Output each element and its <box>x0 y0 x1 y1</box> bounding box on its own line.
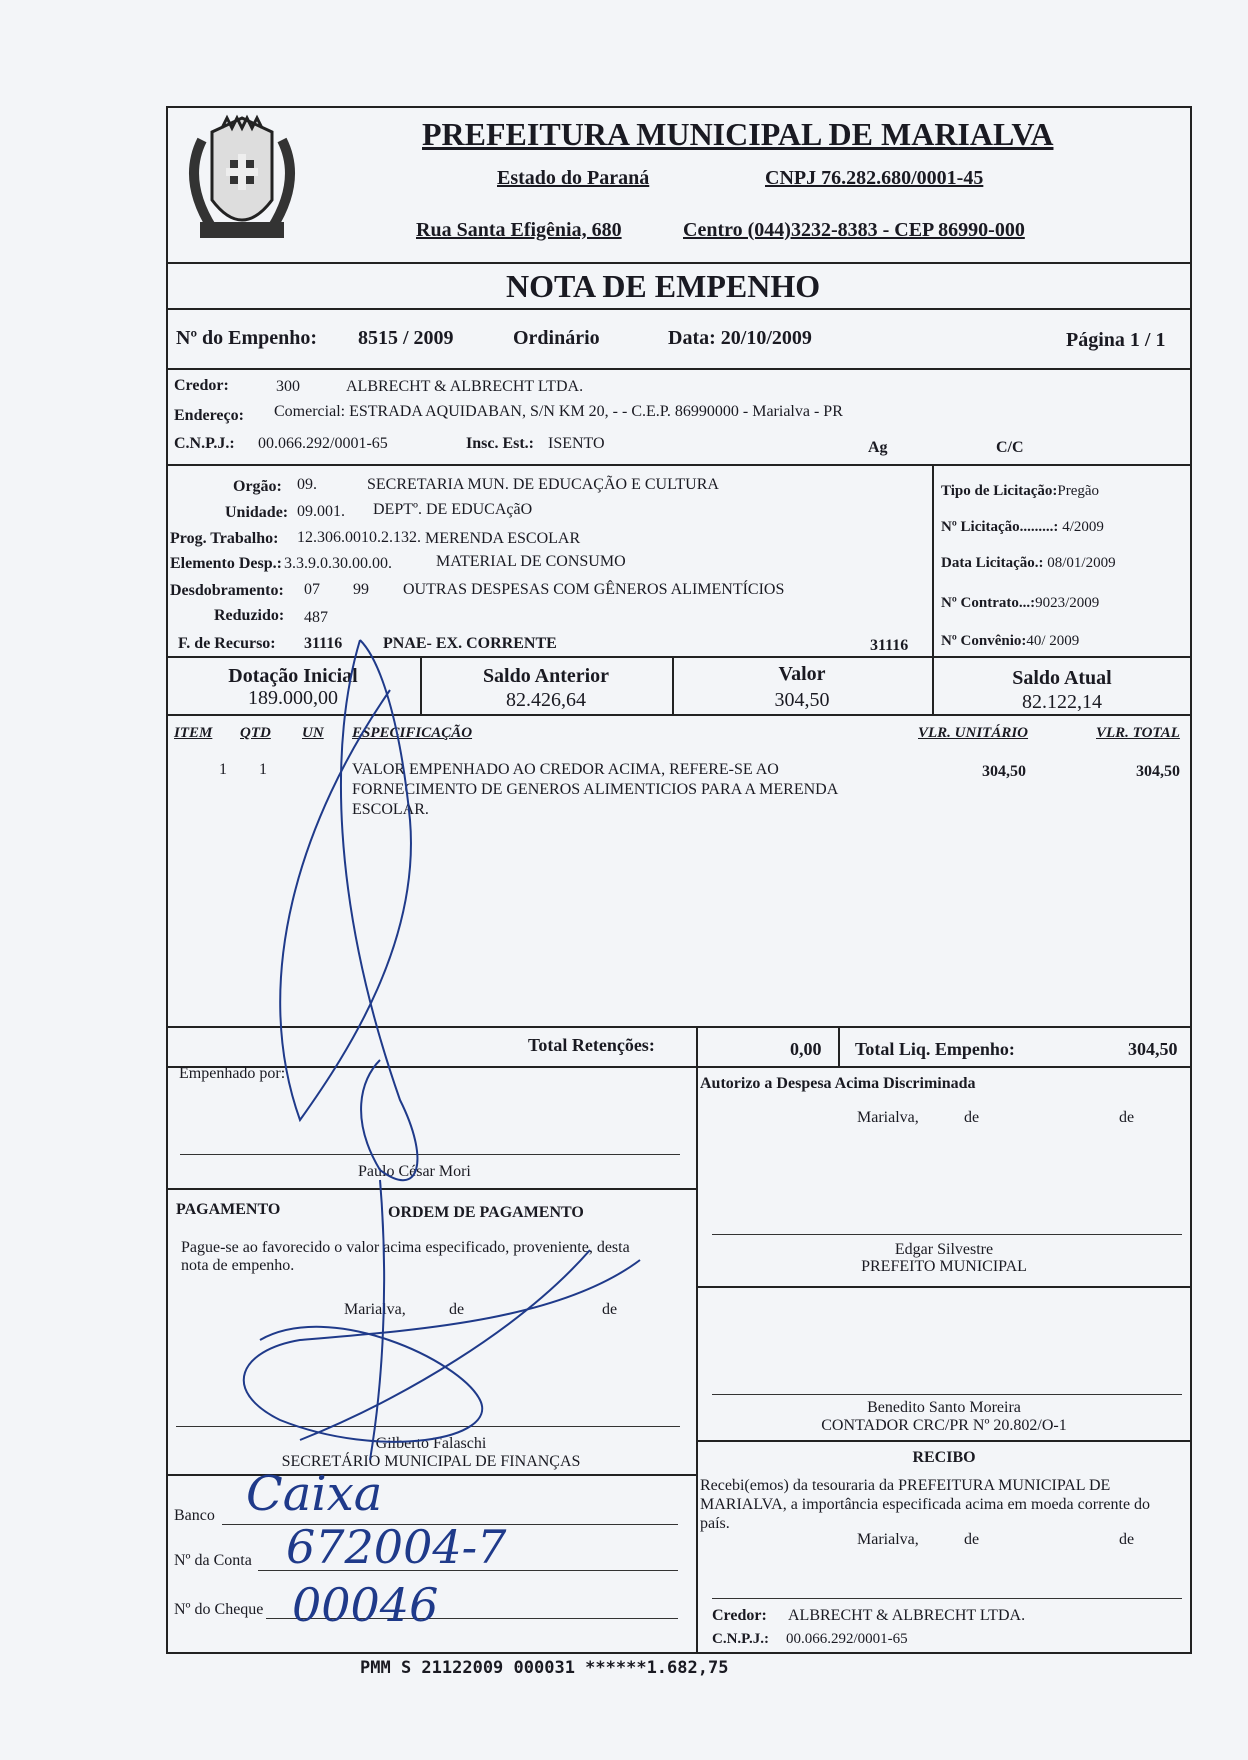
recibo-cnpj-label: C.N.P.J.: <box>712 1631 769 1647</box>
signature-line <box>712 1394 1182 1395</box>
secretario-name: Gilberto Falaschi <box>375 1435 487 1452</box>
reduzido-label: Reduzido: <box>214 607 285 624</box>
row-spec-line-1: VALOR EMPENHADO AO CREDOR ACIMA, REFERE-SE AO <box>352 761 779 778</box>
row-spec-line-2: FORNECIMENTO DE GENEROS ALIMENTICIOS PARA A MERENDA <box>352 781 839 798</box>
credor-cnpj: 00.066.292/0001-65 <box>258 435 388 452</box>
desd-b: 99 <box>353 581 369 598</box>
col-especificacao: ESPECIFICAÇÃO <box>352 725 473 741</box>
autorizo-de-2: de <box>1119 1109 1135 1126</box>
recibo-de-1: de <box>964 1531 980 1548</box>
coat-of-arms-icon <box>172 110 312 258</box>
divider <box>838 1026 840 1066</box>
divider <box>166 368 1192 370</box>
liquido-value: 304,50 <box>1128 1039 1178 1059</box>
payment-stamp: PMM S 21122009 000031 ******1.682,75 <box>360 1658 729 1678</box>
address-label: Endereço: <box>174 407 244 424</box>
cheque-label: Nº do Cheque <box>174 1601 264 1618</box>
empenhado-label: Empenhado por: <box>179 1065 286 1082</box>
recibo-place: Marialva, <box>857 1531 919 1548</box>
divider <box>696 1440 1192 1442</box>
municipality-title: PREFEITURA MUNICIPAL DE MARIALVA <box>422 116 1054 152</box>
contact-info: Centro (044)3232-8383 - CEP 86990-000 <box>683 219 1025 241</box>
row-spec-line-3: ESCOLAR. <box>352 801 429 818</box>
row-item: 1 <box>219 761 227 778</box>
insc-value: ISENTO <box>548 435 605 452</box>
valor-label: Valor <box>778 663 826 685</box>
recibo-credor-label: Credor: <box>712 1607 767 1624</box>
valor-value: 304,50 <box>774 689 830 711</box>
autorizo-place: Marialva, <box>857 1109 919 1126</box>
licitacao-number: Nº Licitação.........: 4/2009 <box>941 519 1104 535</box>
autorizo-text: Autorizo a Despesa Acima Discriminada <box>700 1075 976 1092</box>
cheque-handwritten: 00046 <box>292 1578 439 1632</box>
empenho-number-label: Nº do Empenho: <box>176 327 318 349</box>
conta-handwritten: 672004-7 <box>286 1520 507 1574</box>
banco-label: Banco <box>174 1507 215 1524</box>
ordem-pagamento-label: ORDEM DE PAGAMENTO <box>388 1204 584 1221</box>
credor-code: 300 <box>276 378 300 395</box>
divider <box>166 714 1192 716</box>
saldo-anterior-value: 82.426,64 <box>506 689 586 711</box>
reduzido-value: 487 <box>304 609 328 626</box>
recibo-line-3: país. <box>700 1515 730 1532</box>
row-qtd: 1 <box>259 761 267 778</box>
divider <box>932 464 934 656</box>
recibo-de-2: de <box>1119 1531 1135 1548</box>
street-address: Rua Santa Efigênia, 680 <box>416 219 622 241</box>
doc-title: NOTA DE EMPENHO <box>506 268 821 304</box>
divider <box>166 1026 1192 1028</box>
elem-code: 3.3.9.0.30.00.00. <box>284 555 392 572</box>
divider <box>696 1286 1192 1288</box>
empenhado-name: Paulo César Mori <box>358 1163 471 1180</box>
agency-label: Ag <box>868 439 888 456</box>
signature-line <box>712 1598 1182 1599</box>
cnpj-header: CNPJ 76.282.680/0001-45 <box>765 167 984 189</box>
orgao-name: SECRETARIA MUN. DE EDUCAÇÃO E CULTURA <box>367 476 719 493</box>
recurso-name: PNAE- EX. CORRENTE <box>383 635 557 652</box>
retencoes-label: Total Retenções: <box>528 1035 655 1055</box>
unidade-label: Unidade: <box>225 504 289 521</box>
credor-label: Credor: <box>174 377 229 394</box>
prog-name: MERENDA ESCOLAR <box>425 530 581 547</box>
recibo-line-1: Recebi(emos) da tesouraria da PREFEITURA MUNICIPAL DE <box>700 1477 1111 1494</box>
prefeito-name: Edgar Silvestre <box>894 1241 994 1258</box>
prog-code: 12.306.0010.2.132. <box>297 529 421 546</box>
divider <box>166 656 1192 658</box>
liquido-label: Total Liq. Empenho: <box>855 1039 1015 1059</box>
signature-line <box>180 1154 680 1155</box>
contador-title: CONTADOR CRC/PR Nº 20.802/O-1 <box>821 1417 1067 1434</box>
banco-handwritten: Caixa <box>246 1466 383 1522</box>
pagamento-text-2: nota de empenho. <box>181 1257 295 1274</box>
col-un: UN <box>302 725 324 741</box>
row-unit-value: 304,50 <box>982 763 1026 780</box>
dotacao-value: 189.000,00 <box>248 687 338 709</box>
unidade-code: 09.001. <box>297 503 345 520</box>
empenho-number: 8515 / 2009 <box>358 327 454 349</box>
prefeito-title: PREFEITO MUNICIPAL <box>861 1258 1027 1275</box>
unidade-name: DEPTº. DE EDUCAçãO <box>373 501 533 518</box>
contador-name: Benedito Santo Moreira <box>867 1399 1021 1416</box>
account-label: C/C <box>996 439 1024 456</box>
recibo-line-2: MARIALVA, a importância especificada acima em moeda corrente do <box>700 1496 1151 1513</box>
recibo-credor: ALBRECHT & ALBRECHT LTDA. <box>788 1607 1026 1624</box>
orgao-code: 09. <box>297 476 317 493</box>
recurso-label: F. de Recurso: <box>178 635 276 652</box>
row-total-value: 304,50 <box>1136 763 1180 780</box>
divider <box>166 262 1192 264</box>
divider <box>166 464 1192 466</box>
licitacao-date: Data Licitação.: 08/01/2009 <box>941 555 1116 571</box>
recurso-code-2: 31116 <box>870 637 909 654</box>
elem-label: Elemento Desp.: <box>170 555 282 572</box>
empenho-date: Data: 20/10/2009 <box>668 327 812 349</box>
saldo-anterior-label: Saldo Anterior <box>482 665 610 687</box>
saldo-atual-value: 82.122,14 <box>1022 691 1102 713</box>
credor-name: ALBRECHT & ALBRECHT LTDA. <box>346 378 584 395</box>
signature-line <box>176 1426 680 1427</box>
dotacao-label: Dotação Inicial <box>228 665 358 687</box>
desd-a: 07 <box>304 581 320 598</box>
divider <box>166 1066 1192 1068</box>
recibo-cnpj: 00.066.292/0001-65 <box>786 1631 908 1647</box>
credor-address: Comercial: ESTRADA AQUIDABAN, S/N KM 20, - - C.E.P. 86990000 - Marialva - PR <box>274 403 843 420</box>
desd-label: Desdobramento: <box>170 582 284 599</box>
insc-label: Insc. Est.: <box>466 435 535 452</box>
col-qtd: QTD <box>240 725 271 741</box>
retencoes-value: 0,00 <box>790 1039 822 1059</box>
page-number: Página 1 / 1 <box>1066 329 1166 351</box>
divider <box>696 1026 698 1066</box>
saldo-atual-label: Saldo Atual <box>1012 667 1112 689</box>
prog-label: Prog. Trabalho: <box>170 530 279 547</box>
signature-line <box>712 1234 1182 1235</box>
contract-number: Nº Contrato...:9023/2009 <box>941 595 1100 611</box>
divider <box>166 1188 696 1190</box>
pagamento-label: PAGAMENTO <box>176 1201 281 1218</box>
secretario-title: SECRETÁRIO MUNICIPAL DE FINANÇAS <box>281 1453 581 1470</box>
recibo-title: RECIBO <box>912 1449 976 1466</box>
pagamento-de-2: de <box>602 1301 618 1318</box>
conta-label: Nº da Conta <box>174 1552 252 1569</box>
desd-name: OUTRAS DESPESAS COM GÊNEROS ALIMENTÍCIOS <box>403 581 785 598</box>
col-vlr-unitario: VLR. UNITÁRIO <box>918 725 1029 741</box>
licitacao-type-label: Tipo de Licitação:Pregão <box>941 483 1100 499</box>
empenho-type: Ordinário <box>513 327 600 349</box>
divider <box>166 308 1192 310</box>
pagamento-de-1: de <box>449 1301 465 1318</box>
divider <box>696 1066 698 1654</box>
autorizo-de-1: de <box>964 1109 980 1126</box>
pagamento-place: Marialva, <box>344 1301 406 1318</box>
convenio-number: Nº Convênio:40/ 2009 <box>941 633 1080 649</box>
elem-name: MATERIAL DE CONSUMO <box>436 553 626 570</box>
cnpj-label: C.N.P.J.: <box>174 435 235 452</box>
state-name: Estado do Paraná <box>497 167 650 189</box>
orgao-label: Orgão: <box>233 478 282 495</box>
col-item: ITEM <box>174 725 213 741</box>
col-vlr-total: VLR. TOTAL <box>1096 725 1180 741</box>
pagamento-text-1: Pague-se ao favorecido o valor acima especificado, proveniente, desta <box>181 1239 630 1256</box>
recurso-code: 31116 <box>304 635 343 652</box>
